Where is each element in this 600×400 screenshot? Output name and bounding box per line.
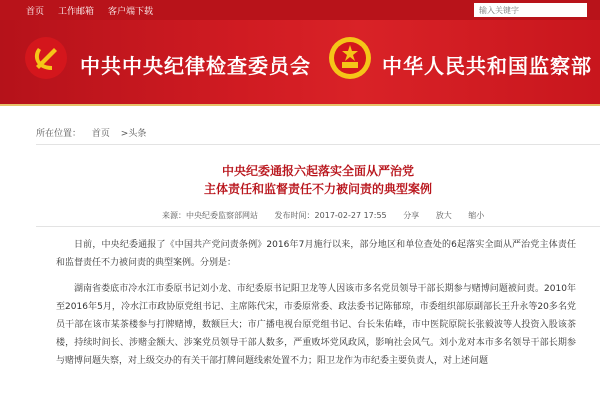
national-emblem-icon — [328, 36, 372, 80]
divider — [36, 226, 600, 227]
top-nav — [26, 4, 153, 17]
nav-work-email-link[interactable]: 工作邮箱 — [58, 7, 95, 17]
zoom-in-button[interactable]: 放大 — [435, 211, 452, 220]
article-source: 来源：中央纪委监察部网站 — [162, 211, 258, 220]
nav-client-download-link[interactable]: 客户端下载 — [108, 7, 154, 17]
breadcrumb-headline[interactable]: >头条 — [120, 129, 147, 139]
cpc-ccdi-title: 中共中央纪律检查委员会 — [80, 54, 311, 78]
share-button[interactable]: 分享 — [403, 211, 420, 220]
zoom-out-button[interactable]: 缩小 — [468, 211, 485, 220]
divider — [36, 144, 600, 145]
article-paragraph-2 — [56, 280, 576, 370]
breadcrumb-home[interactable]: 首页 — [91, 129, 110, 139]
site-banner — [0, 20, 600, 106]
breadcrumb-label: 所在位置： — [36, 129, 82, 139]
paragraph-text: 日前，中央纪委通报了《中国共产党问责条例》2016年7月施行以来，部分地区和单位查处的6起落实全面从严治党主体责任和监督责任不力被问责的典型案例。分别是： — [56, 240, 576, 268]
breadcrumb — [36, 126, 154, 139]
search-input[interactable] — [474, 3, 587, 17]
mos-title: 中华人民共和国监察部 — [382, 54, 592, 78]
article-panel — [36, 118, 600, 400]
article-paragraph-1 — [56, 236, 576, 272]
paragraph-text: 湖南省娄底市冷水江市委原书记刘小龙、市纪委原书记阳卫龙等人因该市多名党员领导干部长期参与赌博问题被问责。2010年至2016年5月，冷水江市政协原党组书记、主席陈代宋，市委原常委、政法委书记陈郁琼，市委组织部原副部长王升永等20多名党员干部在该市某茶楼参与打牌赌博，数额巨大；市广播电视台原党组书记、台长朱佑峰，市中医院原院长张毅波等人投资入股该茶楼，持续时间长、涉赌金额大、涉案党员领导干部人数多，严重败坏党风政风，影响社会风气。刘小龙对本市多名领导干部长期参与赌博问题失察，对上级交办的有关干部打牌问题线索处置不力；阳卫龙作为市纪委主要负责人，对上述问题 — [56, 284, 576, 366]
nav-home-link[interactable]: 首页 — [26, 7, 45, 17]
article-headline-line2: 主体责任和监督责任不力被问责的典型案例 — [203, 182, 432, 196]
party-emblem-icon — [24, 36, 68, 80]
article-headline-line1: 中央纪委通报六起落实全面从严治党 — [221, 164, 414, 178]
top-utility-bar — [0, 0, 600, 20]
article-meta — [162, 210, 498, 221]
article-time: 发布时间：2017-02-27 17:55 — [274, 211, 387, 220]
